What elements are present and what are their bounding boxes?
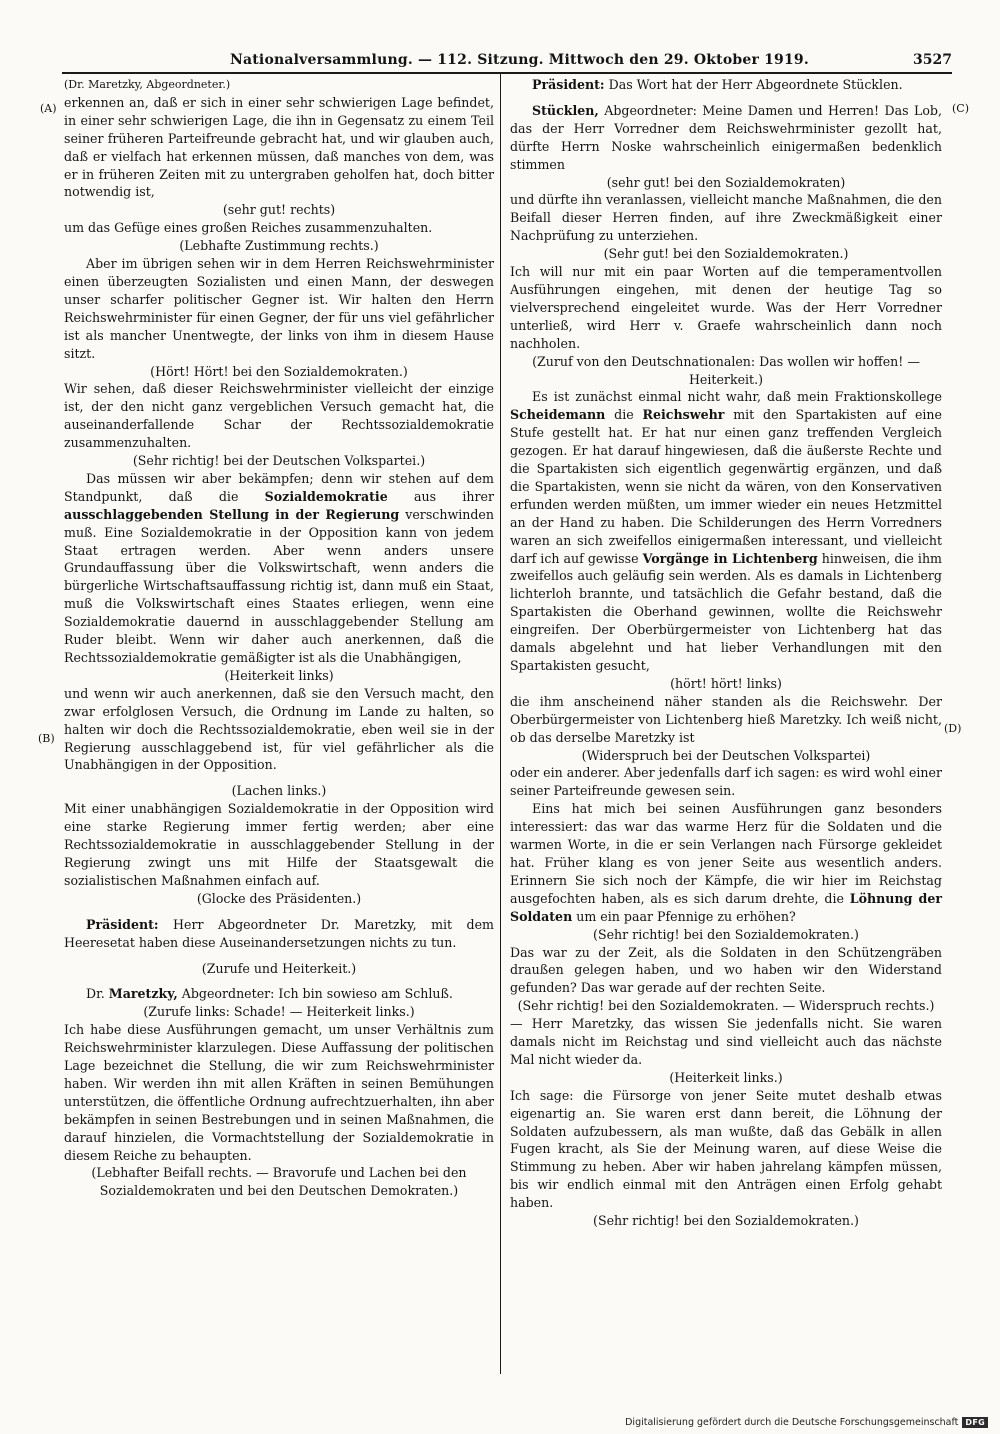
margin-mark-d: (D)	[944, 722, 962, 735]
paragraph	[510, 76, 942, 94]
paragraph: Ich will nur mit ein paar Worten auf die temperamentvollen Ausführungen eingehen, mit denen der heutige Tag so vielversprechend eingeleitet wurde. Was der Herr Vorredner unterließ, wird Herr v. Graefe wahrscheinlich dann noch nachholen.	[510, 264, 942, 351]
interjection: (Hört! Hört! bei den Sozialdemokraten.)	[150, 363, 408, 379]
text-run: Es ist zunächst einmal nicht wahr, daß mein Fraktionskollege	[532, 389, 942, 405]
interjection: (Lebhafte Zustimmung rechts.)	[179, 238, 379, 254]
paragraph	[510, 102, 942, 174]
header-title: Nationalversammlung. — 112. Sitzung. Mittwoch den 29. Oktober 1919.	[230, 52, 809, 68]
interjection: (sehr gut! bei den Sozialdemokraten)	[606, 174, 846, 190]
margin-mark-a: (A)	[40, 102, 57, 115]
dfg-logo: DFG	[962, 1417, 988, 1428]
interjection: (Zurufe links: Schade! — Heiterkeit links.)	[143, 1004, 415, 1020]
paragraph: — Herr Maretzky, das wissen Sie jedenfalls nicht. Sie waren damals nicht im Reichstag und sind vielleicht auch das nächste Mal nicht wieder da.	[510, 1016, 942, 1067]
paragraph: Ich sage: die Fürsorge von jener Seite mutet deshalb etwas eigenartig an. Sie waren erst dann bereit, die Löhnung der Soldaten aufzubessern, als man wußte, daß das Gebälk in allen Fugen kracht, als Sie der Meinung waren, auf diese Weise die Stimmung zu heben. Aber wir haben jahrelang kämpfen müssen, bis wir endlich einmal mit den Anträgen einen Erfolg gehabt haben.	[510, 1087, 942, 1211]
speaker-continuation-header: (Dr. Maretzky, Abgeordneter.)	[64, 78, 231, 91]
interjection: (Lebhafter Beifall rechts. — Bravorufe und Lachen bei den Sozialdemokraten und bei den Deutschen Demokraten.)	[91, 1165, 467, 1199]
interjection: (Lachen links.)	[231, 783, 327, 799]
text-run: Abgeordneter: Meine Damen und Herren! Das Lob, das der Herr Vorredner dem Reichswehrminister gezollt hat, dürfte Herrn Noske wahrscheinlich einigermaßen bedenklich stimmen	[510, 102, 942, 172]
header-rule	[62, 72, 952, 74]
paragraph: und dürfte ihn veranlassen, vielleicht manche Maßnahmen, die den Beifall dieser Herren finden, auf ihre Zweckmäßigkeit einer Nachprüfung zu unterziehen.	[510, 192, 942, 244]
interjection: (sehr gut! rechts)	[222, 202, 336, 218]
text-run: Das müssen wir aber bekämpfen; denn wir stehen auf dem Standpunkt, daß die	[64, 470, 494, 504]
emphasis: Löhnung der Soldaten	[510, 890, 942, 924]
interjection: (Sehr gut! bei den Sozialdemokraten.)	[603, 246, 849, 262]
emphasis: Sozialdemokratie	[264, 488, 388, 504]
paragraph	[510, 800, 942, 925]
paragraph	[64, 470, 494, 667]
footer-text: Digitalisierung gefördert durch die Deutsche Forschungsgemeinschaft	[625, 1416, 959, 1428]
interjection: (hört! hört! links)	[670, 675, 782, 691]
text-run: Herr Abgeordneter Dr. Maretzky, mit dem Heeresetat haben diese Auseinandersetzungen nichts zu tun.	[64, 916, 494, 950]
paragraph: Das war zu der Zeit, als die Soldaten in den Schützengräben draußen gelegen haben, und wo haben wir den Widerstand gefunden? Das war gerade auf der rechten Seite.	[510, 944, 942, 996]
interjection: (Heiterkeit links)	[224, 667, 334, 683]
emphasis: Vorgänge in Lichtenberg	[642, 550, 818, 566]
interjection: (Zuruf von den Deutschnationalen: Das wollen wir hoffen! — Heiterkeit.)	[532, 353, 920, 387]
speaker-name: Präsident:	[532, 77, 605, 92]
interjection: (Sehr richtig! bei den Sozialdemokraten. — Widerspruch rechts.)	[517, 998, 935, 1014]
interjection: (Heiterkeit links.)	[669, 1069, 783, 1085]
interjection: (Widerspruch bei der Deutschen Volkspartei)	[581, 747, 871, 763]
left-column	[64, 76, 494, 1200]
paragraph: erkennen an, daß er sich in einer sehr schwierigen Lage befindet, in einer sehr schwierigen Lage, die ihn in Gegensatz zu einem Teil seiner früheren Parteifreunde gebracht hat, und wir glauben auch, daß er vielfach hat erkennen müssen, daß manches von dem, was er in früheren Zeiten mit zu untergraben geholfen hat, doch bitter notwendig ist,	[64, 94, 494, 200]
emphasis: ausschlaggebenden Stellung in der Regierung	[64, 506, 400, 522]
text-run: verschwinden muß. Eine Sozialdemokratie in der Opposition kann von jedem Staat ertragen werden. Aber wenn anders unsere Grundauffassung über die Volkswirtschaft, wenn anders die bürgerliche Wirtschaftsauffassung richtig ist, dann muß ein Staat, muß die Volkswirtschaft eines Staates erliegen, wenn eine Sozialdemokratie dauernd in ausschlaggebender Stellung am Ruder bleibt. Wenn wir daher auch anerkennen, daß die Rechtssozialdemokratie gemäßigter ist als die Unabhängigen,	[64, 506, 494, 665]
interjection: (Sehr richtig! bei der Deutschen Volkspartei.)	[132, 453, 426, 469]
emphasis: Scheidemann	[510, 407, 606, 423]
text-run: mit den Spartakisten auf eine Stufe gestellt hat. Er hat nur einen ganz treffenden Vergleich gezogen. Er hat darauf hingewiesen, daß die äußerste Rechte und die Spartakisten sich eigentlich gegenwärtig ergänzen, und daß die Spartakisten, wenn sie nicht da wären, von den Konservativen erfunden werden müßten, um immer wieder ein neues Hetzmittel an der Hand zu haben. Die Schilderungen des Herrn Vorredners waren an sich zweifellos einigermaßen interessant, und vielleicht darf ich auf gewisse	[510, 407, 942, 566]
paragraph: Wir sehen, daß dieser Reichswehrminister vielleicht der einzige ist, der den nicht ganz vergeblichen Versuch gemacht hat, die auseinanderfallende Schar der Rechtssozialdemokratie zusammenzuhalten.	[64, 381, 494, 451]
paragraph: um das Gefüge eines großen Reiches zusammenzuhalten.	[64, 220, 433, 236]
emphasis: Reichswehr	[642, 407, 725, 423]
margin-mark-c: (C)	[952, 102, 969, 115]
paragraph: oder ein anderer. Aber jedenfalls darf ich sagen: es wird wohl einer seiner Parteifreunde gewesen sein.	[510, 765, 942, 799]
margin-mark-b: (B)	[38, 732, 55, 745]
page-number: 3527	[913, 52, 952, 68]
paragraph: und wenn wir auch anerkennen, daß sie den Versuch macht, den zwar erfolglosen Versuch, die Ordnung im Lande zu halten, so halten wir doch die Rechtssozialdemokratie, eben weil sie in der Regierung ausschlaggebend ist, für viel gefährlicher als die Unabhängigen in der Opposition.	[64, 685, 494, 773]
paragraph: Ich habe diese Ausführungen gemacht, um unser Verhältnis zum Reichswehrminister klarzulegen. Diese Auffassung der politischen Lage bezeichnet die Stellung, die wir zum Reichswehrminister haben. Wir werden ihn mit allen Kräften in seinen Bemühungen unterstützen, die öffentliche Ordnung aufrechtzuerhalten, ihn aber bekämpfen in seinen Bestrebungen und in seinen Maßnahmen, die darauf hinzielen, die Vormachtstellung der Sozialdemokratie in diesem Reiche zu behaupten.	[64, 1022, 494, 1163]
text-run: die	[614, 407, 634, 423]
paragraph	[64, 916, 494, 952]
paragraph	[64, 985, 494, 1003]
paragraph: Aber im übrigen sehen wir in dem Herren Reichswehrminister einen überzeugten Sozialisten und einen Mann, der deswegen unser scharfer politischer Gegner ist. Wir halten den Herrn Reichswehrminister für einen Gegner, der für uns viel gefährlicher ist als mancher Unentwegte, der links von ihm in diesem Hause sitzt.	[64, 256, 494, 361]
paragraph	[510, 388, 942, 675]
text-run: Eins hat mich bei seinen Ausführungen ganz besonders interessiert: das war das warme Herz für die Soldaten und die warmen Worte, in die er sein Verlangen nach Fürsorge gekleidet hat. Früher klang es von jener Seite aus wesentlich anders. Erinnern Sie sich noch der Kämpfe, die wir hier im Reichstag ausgefochten haben, als es sich darum drehte, die	[510, 801, 942, 906]
paragraph: die ihm anscheinend näher standen als die Reichswehr. Der Oberbürgermeister von Lichtenberg hieß Maretzky. Ich weiß nicht, ob das derselbe Maretzky ist	[510, 693, 942, 745]
text-run: Dr.	[86, 986, 105, 1002]
interjection: (Zurufe und Heiterkeit.)	[201, 960, 357, 976]
speaker-name: Maretzky,	[108, 986, 178, 1002]
column-divider	[500, 74, 501, 1374]
text-run: Das Wort hat der Herr Abgeordnete Stücklen.	[608, 77, 903, 92]
interjection: (Sehr richtig! bei den Sozialdemokraten.)	[593, 926, 859, 942]
paragraph: Mit einer unabhängigen Sozialdemokratie in der Opposition wird eine starke Regierung immer fertig werden; aber eine Rechtssozialdemokratie in ausschlaggebender Stellung in der Regierung zwingt uns mit Hilfe der Staatsgewalt die sozialistischen Maßnahmen einfach auf.	[64, 801, 494, 888]
page-header	[62, 50, 952, 72]
text-run: aus ihrer	[414, 488, 494, 504]
text-run: Abgeordneter: Ich bin sowieso am Schluß.	[181, 986, 453, 1002]
text-run: hinweisen, die ihm zweifellos auch geläufig sein werden. Als es damals in Lichtenberg lichterloh brannte, und tatsächlich die Gefahr bestand, daß die Spartakisten die Oberhand gewinnen, wollte die Reichswehr eingreifen. Der Oberbürgermeister von Lichtenberg hat das damals abgelehnt und hat lieber Verhandlungen mit den Spartakisten gesucht,	[510, 550, 942, 673]
interjection: (Sehr richtig! bei den Sozialdemokraten.)	[593, 1213, 859, 1229]
speaker-name: Stücklen,	[532, 102, 599, 118]
digitization-footer	[625, 1414, 988, 1430]
right-column	[510, 76, 942, 1230]
interjection: (Glocke des Präsidenten.)	[196, 890, 362, 906]
text-run: um ein paar Pfennige zu erhöhen?	[576, 908, 796, 924]
speaker-name: Präsident:	[86, 916, 159, 932]
